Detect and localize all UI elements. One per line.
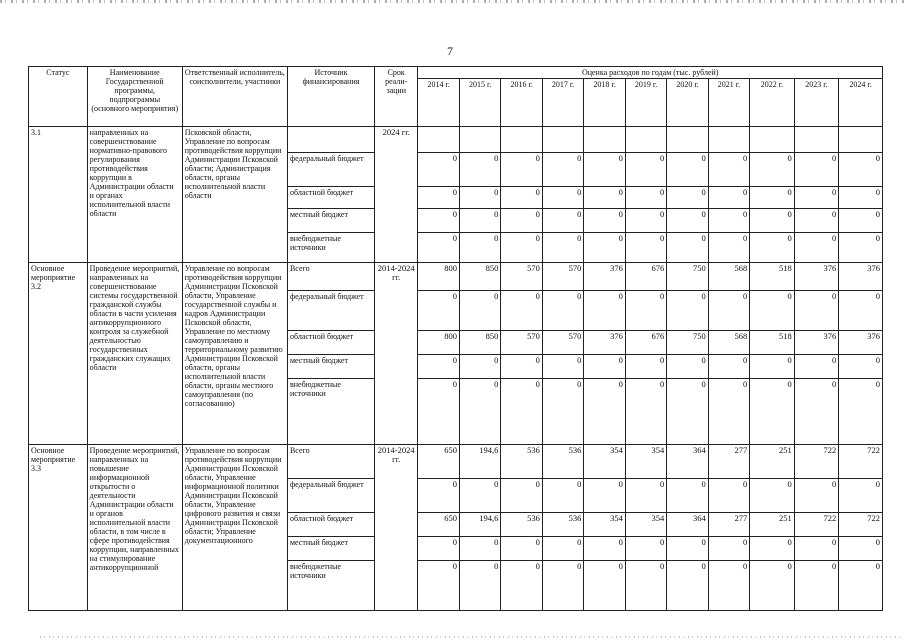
amount-cell: 0: [625, 561, 666, 611]
measure-name-cell: Проведение мероприятий, направленных на совершенствование системы государственной гражданской службы области в части усиления антикоррупционного контроля за служебной деятельностью государственных гражданских служащих области: [87, 263, 182, 445]
amount-cell: 0: [542, 479, 583, 513]
amount-cell: 676: [625, 263, 666, 291]
amount-cell: 0: [625, 537, 666, 561]
amount-cell: 0: [708, 153, 749, 187]
amount-cell: 0: [708, 561, 749, 611]
amount-cell: 0: [501, 291, 542, 331]
header-year: 2015 г.: [459, 79, 500, 127]
amount-cell: 0: [584, 561, 625, 611]
amount-cell: 570: [542, 331, 583, 355]
amount-cell: 0: [839, 355, 883, 379]
amount-cell: 0: [418, 209, 459, 233]
table-row: [29, 445, 883, 479]
amount-cell: 0: [501, 479, 542, 513]
amount-cell: [418, 127, 459, 153]
amount-cell: [459, 127, 500, 153]
term-cell: 2014-2024 гг.: [374, 445, 418, 611]
amount-cell: [839, 127, 883, 153]
amount-cell: 0: [839, 379, 883, 445]
amount-cell: 0: [750, 291, 795, 331]
amount-cell: 0: [584, 379, 625, 445]
amount-cell: 0: [501, 233, 542, 263]
amount-cell: 0: [584, 479, 625, 513]
amount-cell: 0: [418, 187, 459, 209]
amount-cell: 0: [708, 355, 749, 379]
amount-cell: 0: [667, 479, 708, 513]
amount-cell: [750, 127, 795, 153]
amount-cell: 354: [584, 445, 625, 479]
responsible-cell: Управление по вопросам противодействия коррупции Администрации Псковской области, Управление государственной службы и кадров Администрации Псковской области, Управление по местному самоуправлению и территориальному развитию Администрации Псковской области, органы исполнительной власти области, органы местного самоуправления (по согласованию): [182, 263, 287, 445]
amount-cell: 0: [794, 379, 839, 445]
amount-cell: 0: [418, 153, 459, 187]
amount-cell: 0: [459, 233, 500, 263]
status-cell: Основное мероприятие 3.3: [29, 445, 88, 611]
amount-cell: 0: [584, 537, 625, 561]
header-year: 2016 г.: [501, 79, 542, 127]
amount-cell: 0: [750, 209, 795, 233]
amount-cell: [542, 127, 583, 153]
amount-cell: 568: [708, 263, 749, 291]
amount-cell: 518: [750, 263, 795, 291]
amount-cell: 376: [794, 263, 839, 291]
amount-cell: 0: [750, 233, 795, 263]
responsible-cell: Управление по вопросам противодействия коррупции Администрации Псковской области, Управление информационной политики Администрации Псковской области, Управление цифрового развития и связи Администрации Псковской области; Управление документационного: [182, 445, 287, 611]
amount-cell: 0: [459, 379, 500, 445]
amount-cell: 0: [542, 379, 583, 445]
status-cell: Основное мероприятие 3.2: [29, 263, 88, 445]
amount-cell: 0: [418, 233, 459, 263]
amount-cell: 536: [501, 445, 542, 479]
funding-source-cell: федеральный бюджет: [287, 479, 374, 513]
amount-cell: 376: [839, 263, 883, 291]
amount-cell: 251: [750, 445, 795, 479]
amount-cell: 650: [418, 513, 459, 537]
amount-cell: 354: [625, 445, 666, 479]
amount-cell: 0: [501, 187, 542, 209]
funding-source-cell: местный бюджет: [287, 355, 374, 379]
funding-source-cell: областной бюджет: [287, 331, 374, 355]
amount-cell: 0: [667, 291, 708, 331]
amount-cell: 277: [708, 445, 749, 479]
funding-source-cell: внебюджетные источники: [287, 233, 374, 263]
scan-artifact-bottom: [40, 636, 900, 638]
amount-cell: 376: [839, 331, 883, 355]
amount-cell: 194,6: [459, 513, 500, 537]
amount-cell: 0: [839, 209, 883, 233]
amount-cell: 0: [501, 153, 542, 187]
header-year: 2020 г.: [667, 79, 708, 127]
funding-source-cell: [287, 127, 374, 153]
amount-cell: 650: [418, 445, 459, 479]
amount-cell: 570: [501, 263, 542, 291]
amount-cell: 0: [459, 291, 500, 331]
measure-name-cell: направленных на совершенствование нормативно-правового регулирования противодействия коррупции в Администрации области и органах исполнительной власти области: [87, 127, 182, 263]
header-year: 2021 г.: [708, 79, 749, 127]
amount-cell: 570: [501, 331, 542, 355]
amount-cell: 0: [625, 233, 666, 263]
amount-cell: 0: [794, 291, 839, 331]
amount-cell: 722: [794, 513, 839, 537]
header-year: 2024 г.: [839, 79, 883, 127]
amount-cell: 0: [708, 479, 749, 513]
header-name: Наименование Государственной программы, подпрограммы (основного мероприятия): [87, 67, 182, 127]
amount-cell: 354: [625, 513, 666, 537]
amount-cell: 364: [667, 513, 708, 537]
amount-cell: 0: [501, 537, 542, 561]
amount-cell: 0: [501, 209, 542, 233]
amount-cell: 536: [542, 445, 583, 479]
amount-cell: 0: [839, 291, 883, 331]
amount-cell: 0: [625, 209, 666, 233]
amount-cell: 277: [708, 513, 749, 537]
amount-cell: 0: [459, 153, 500, 187]
amount-cell: 376: [584, 331, 625, 355]
funding-source-cell: федеральный бюджет: [287, 153, 374, 187]
amount-cell: [584, 127, 625, 153]
amount-cell: 0: [418, 537, 459, 561]
amount-cell: 0: [459, 537, 500, 561]
amount-cell: [667, 127, 708, 153]
amount-cell: 0: [501, 561, 542, 611]
amount-cell: 0: [542, 153, 583, 187]
funding-source-cell: внебюджетные источники: [287, 379, 374, 445]
amount-cell: 0: [418, 355, 459, 379]
funding-source-cell: Всего: [287, 263, 374, 291]
header-estimate: Оценка расходов по годам (тыс. рублей): [418, 67, 883, 79]
amount-cell: 518: [750, 331, 795, 355]
amount-cell: [501, 127, 542, 153]
amount-cell: 0: [708, 209, 749, 233]
amount-cell: 0: [542, 233, 583, 263]
amount-cell: 0: [708, 187, 749, 209]
amount-cell: 0: [839, 153, 883, 187]
header-year: 2018 г.: [584, 79, 625, 127]
amount-cell: 0: [750, 379, 795, 445]
amount-cell: 800: [418, 331, 459, 355]
amount-cell: 354: [584, 513, 625, 537]
amount-cell: 0: [584, 355, 625, 379]
amount-cell: 0: [584, 233, 625, 263]
amount-cell: 850: [459, 331, 500, 355]
amount-cell: 0: [418, 291, 459, 331]
amount-cell: 0: [584, 209, 625, 233]
amount-cell: 0: [625, 153, 666, 187]
amount-cell: 0: [667, 233, 708, 263]
amount-cell: 0: [667, 209, 708, 233]
amount-cell: 0: [459, 561, 500, 611]
amount-cell: 0: [794, 479, 839, 513]
amount-cell: 0: [459, 209, 500, 233]
amount-cell: 0: [459, 355, 500, 379]
funding-source-cell: областной бюджет: [287, 187, 374, 209]
header-responsible: Ответственный исполнитель, соисполнители, участники: [182, 67, 287, 127]
amount-cell: 0: [794, 561, 839, 611]
amount-cell: 0: [794, 537, 839, 561]
amount-cell: 0: [839, 233, 883, 263]
amount-cell: 0: [750, 561, 795, 611]
amount-cell: 0: [667, 561, 708, 611]
amount-cell: 0: [418, 561, 459, 611]
amount-cell: [625, 127, 666, 153]
header-year: 2014 г.: [418, 79, 459, 127]
amount-cell: 0: [584, 153, 625, 187]
funding-source-cell: местный бюджет: [287, 209, 374, 233]
amount-cell: 364: [667, 445, 708, 479]
header-year: 2023 г.: [794, 79, 839, 127]
amount-cell: 676: [625, 331, 666, 355]
funding-source-cell: Всего: [287, 445, 374, 479]
amount-cell: 722: [839, 445, 883, 479]
amount-cell: 376: [794, 331, 839, 355]
amount-cell: 0: [625, 291, 666, 331]
amount-cell: 0: [708, 233, 749, 263]
amount-cell: 0: [794, 153, 839, 187]
amount-cell: 0: [542, 561, 583, 611]
amount-cell: 0: [542, 187, 583, 209]
amount-cell: 536: [542, 513, 583, 537]
amount-cell: 0: [839, 561, 883, 611]
amount-cell: 0: [459, 187, 500, 209]
header-term: Срок реали-зации: [374, 67, 418, 127]
amount-cell: [794, 127, 839, 153]
amount-cell: 0: [750, 153, 795, 187]
amount-cell: 0: [501, 379, 542, 445]
funding-source-cell: местный бюджет: [287, 537, 374, 561]
amount-cell: 850: [459, 263, 500, 291]
amount-cell: 0: [794, 209, 839, 233]
header-year: 2017 г.: [542, 79, 583, 127]
amount-cell: 750: [667, 263, 708, 291]
amount-cell: 376: [584, 263, 625, 291]
table-row: [29, 263, 883, 291]
amount-cell: 0: [708, 291, 749, 331]
term-cell: 2014-2024 гг.: [374, 263, 418, 445]
amount-cell: [708, 127, 749, 153]
amount-cell: 0: [750, 187, 795, 209]
amount-cell: 0: [839, 187, 883, 209]
header-year: 2019 г.: [625, 79, 666, 127]
table-row: [29, 127, 883, 153]
funding-source-cell: федеральный бюджет: [287, 291, 374, 331]
funding-source-cell: внебюджетные источники: [287, 561, 374, 611]
amount-cell: 0: [459, 479, 500, 513]
measure-name-cell: Проведение мероприятий, направленных на повышение информационной открытости о деятельности Администрации области и органов исполнительной власти области, в том числе в сфере противодействия коррупции, направленных на стимулирование антикоррупционной: [87, 445, 182, 611]
amount-cell: 0: [625, 479, 666, 513]
amount-cell: 0: [667, 153, 708, 187]
amount-cell: 568: [708, 331, 749, 355]
amount-cell: 0: [625, 379, 666, 445]
header-status: Статус: [29, 67, 88, 127]
funding-source-cell: областной бюджет: [287, 513, 374, 537]
amount-cell: 0: [708, 537, 749, 561]
header-year: 2022 г.: [750, 79, 795, 127]
amount-cell: 750: [667, 331, 708, 355]
header-source: Источник финансирования: [287, 67, 374, 127]
scan-artifact-top: [0, 0, 905, 3]
amount-cell: 251: [750, 513, 795, 537]
term-cell: 2024 гг.: [374, 127, 418, 263]
amount-cell: 0: [794, 355, 839, 379]
amount-cell: 722: [839, 513, 883, 537]
amount-cell: 0: [750, 537, 795, 561]
responsible-cell: Псковской области, Управление по вопросам противодействия коррупции Администрации Псковской области; Администрация области, органы исполнительной власти области: [182, 127, 287, 263]
amount-cell: 0: [839, 479, 883, 513]
amount-cell: 0: [667, 537, 708, 561]
amount-cell: 0: [418, 479, 459, 513]
amount-cell: 0: [542, 291, 583, 331]
amount-cell: 0: [794, 187, 839, 209]
amount-cell: 570: [542, 263, 583, 291]
amount-cell: 0: [542, 537, 583, 561]
amount-cell: 0: [584, 187, 625, 209]
amount-cell: 0: [625, 355, 666, 379]
amount-cell: 0: [542, 355, 583, 379]
amount-cell: 536: [501, 513, 542, 537]
status-cell: 3.1: [29, 127, 88, 263]
amount-cell: 0: [794, 233, 839, 263]
budget-table: [28, 66, 883, 611]
amount-cell: 0: [839, 537, 883, 561]
amount-cell: 194,6: [459, 445, 500, 479]
amount-cell: 0: [708, 379, 749, 445]
amount-cell: 0: [625, 187, 666, 209]
amount-cell: 0: [418, 379, 459, 445]
page-number: 7: [447, 44, 453, 58]
amount-cell: 0: [584, 291, 625, 331]
amount-cell: 0: [750, 355, 795, 379]
amount-cell: 0: [667, 379, 708, 445]
amount-cell: 722: [794, 445, 839, 479]
amount-cell: 0: [542, 209, 583, 233]
amount-cell: 0: [750, 479, 795, 513]
amount-cell: 0: [667, 187, 708, 209]
amount-cell: 0: [667, 355, 708, 379]
amount-cell: 0: [501, 355, 542, 379]
amount-cell: 800: [418, 263, 459, 291]
